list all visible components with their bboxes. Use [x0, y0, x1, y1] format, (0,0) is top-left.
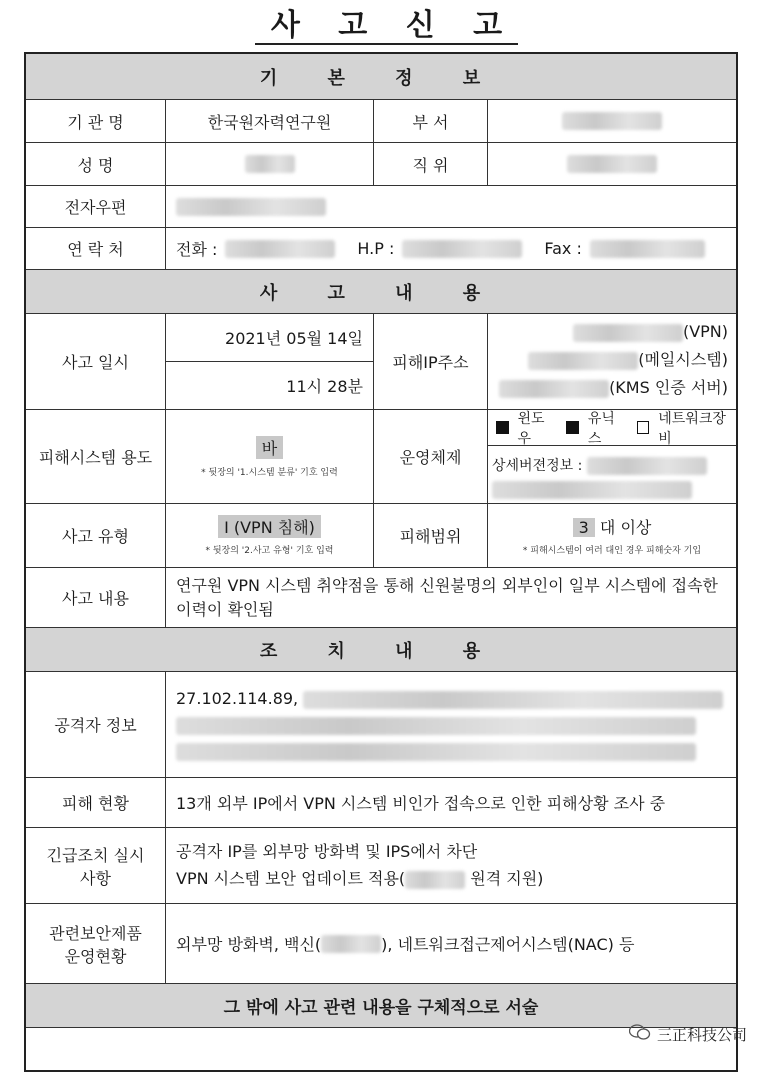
- hp-label: H.P :: [357, 239, 395, 258]
- section-incident: 사 고 내 용: [26, 270, 736, 314]
- emergency-label: 긴급조치 실시사항: [26, 828, 166, 903]
- wechat-icon: [629, 1023, 651, 1045]
- incident-report-form: [24, 52, 738, 1072]
- os-label: 운영체제: [374, 410, 488, 503]
- date-value: 2021년 05월 14일: [166, 314, 373, 362]
- os-options: [488, 410, 736, 446]
- section-other: 그 밖에 사고 관련 내용을 구체적으로 서술: [26, 984, 736, 1028]
- usage-note: * 뒷장의 '1.시스템 분류' 기호 입력: [201, 467, 338, 478]
- products-b: ), 네트워크접근제어시스템(NAC) 등: [381, 935, 635, 954]
- os-detail-label: 상세버젼정보 :: [492, 458, 583, 474]
- row-usage: [26, 410, 736, 504]
- contact-label: 연 락 처: [26, 228, 166, 269]
- products-value: [166, 904, 736, 983]
- row-damage: [26, 778, 736, 828]
- content-label: 사고 내용: [26, 568, 166, 627]
- os-cell: [488, 410, 736, 503]
- type-value: I (VPN 침해): [218, 515, 321, 538]
- ip-value: [488, 314, 736, 409]
- row-org: [26, 100, 736, 143]
- row-type: [26, 504, 736, 568]
- watermark-text: 三正科技公司: [656, 1025, 747, 1044]
- email-label: 전자우편: [26, 186, 166, 227]
- ip-mail: (메일시스템): [638, 350, 728, 369]
- dept-label: 부 서: [374, 100, 488, 142]
- type-cell: [166, 504, 374, 567]
- scope-note: * 피해시스템이 여러 대인 경우 피해숫자 기입: [522, 546, 702, 556]
- products-a: 외부망 방화벽, 백신(: [176, 935, 322, 954]
- usage-cell: [166, 410, 374, 503]
- os-unix-label: 유닉스: [587, 410, 615, 447]
- section-action: 조 치 내 용: [26, 628, 736, 672]
- row-content: [26, 568, 736, 628]
- row-datetime: [26, 314, 736, 410]
- products-label: 관련보안제품 운영현황: [26, 904, 166, 983]
- org-label: 기 관 명: [26, 100, 166, 142]
- row-products: [26, 904, 736, 984]
- type-label: 사고 유형: [26, 504, 166, 567]
- contact-value: [166, 228, 736, 269]
- attacker-label: 공격자 정보: [26, 672, 166, 777]
- email-value: [166, 186, 736, 227]
- damage-label: 피해 현황: [26, 778, 166, 827]
- damage-value: 13개 외부 IP에서 VPN 시스템 비인가 접속으로 인한 피해상황 조사 중: [176, 794, 666, 813]
- row-attacker: [26, 672, 736, 778]
- row-email: [26, 186, 736, 228]
- name-label: 성 명: [26, 143, 166, 185]
- ip-vpn: (VPN): [682, 322, 728, 341]
- os-detail: [488, 446, 736, 502]
- checkbox-unix[interactable]: [566, 421, 579, 434]
- datetime-label: 사고 일시: [26, 314, 166, 409]
- fax-label: Fax :: [544, 239, 582, 258]
- dept-value: [488, 100, 736, 142]
- os-windows-label: 윈도우: [517, 410, 545, 447]
- position-label: 직 위: [374, 143, 488, 185]
- emergency-line2a: VPN 시스템 보안 업데이트 적용(: [176, 869, 406, 888]
- emergency-value: [166, 828, 736, 903]
- usage-label: 피해시스템 용도: [26, 410, 166, 503]
- page-title: 사 고 신 고: [0, 0, 773, 44]
- section-basic-info: 기 본 정 보: [26, 54, 736, 100]
- os-network-label: 네트워크장비: [658, 410, 726, 447]
- usage-value: 바: [256, 436, 283, 459]
- row-contact: [26, 228, 736, 270]
- time-value: 11시 28분: [286, 377, 363, 396]
- scope-cell: [488, 504, 736, 567]
- checkbox-windows[interactable]: [496, 421, 509, 434]
- attacker-value: [166, 672, 736, 777]
- datetime-value: [166, 314, 374, 409]
- name-value: [166, 143, 374, 185]
- checkbox-network[interactable]: [637, 421, 650, 434]
- attacker-ip: 27.102.114.89,: [176, 689, 299, 708]
- scope-label: 피해범위: [374, 504, 488, 567]
- row-emergency: [26, 828, 736, 904]
- row-name: [26, 143, 736, 186]
- ip-label: 피해IP주소: [374, 314, 488, 409]
- scope-count: 3: [573, 518, 595, 537]
- type-note: * 뒷장의 '2.사고 유형' 기호 입력: [205, 546, 334, 556]
- position-value: [488, 143, 736, 185]
- phone-label: 전화 :: [176, 240, 218, 259]
- ip-kms: (KMS 인증 서버): [609, 378, 728, 397]
- scope-unit: 대 이상: [599, 518, 652, 537]
- emergency-line2b: 원격 지원): [470, 869, 544, 888]
- emergency-line1: 공격자 IP를 외부망 방화벽 및 IPS에서 차단: [176, 842, 478, 861]
- watermark: [629, 1023, 747, 1045]
- org-value: 한국원자력연구원: [166, 100, 374, 142]
- content-value: 연구원 VPN 시스템 취약점을 통해 신원불명의 외부인이 일부 시스템에 접속한 이력이 확인됨: [176, 575, 719, 619]
